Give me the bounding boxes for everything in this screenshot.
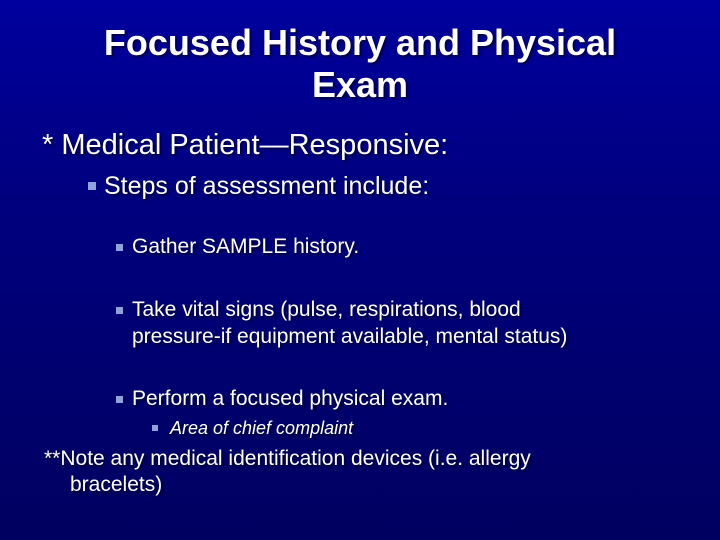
slide-title	[40, 22, 680, 106]
step-item-vitals-line-1: Take vital signs (pulse, respirations, blood	[132, 298, 521, 321]
title-line-2: Exam	[311, 64, 409, 105]
step-item-vitals-line-2: pressure-if equipment available, mental status)	[132, 325, 568, 348]
title-line-1: Focused History and Physical	[103, 22, 617, 63]
square-bullet-icon	[116, 307, 123, 314]
square-bullet-icon	[116, 396, 123, 403]
square-bullet-icon	[116, 244, 123, 251]
square-bullet-icon	[152, 425, 158, 431]
assessment-steps-label: Steps of assessment include:	[104, 172, 430, 200]
step-item-perform: Perform a focused physical exam.	[132, 387, 449, 410]
note-line-1: **Note any medical identification devices (i.e. allergy	[44, 447, 531, 470]
square-bullet-icon	[88, 182, 96, 190]
step-item-gather: Gather SAMPLE history.	[132, 235, 360, 258]
note-line-2: bracelets)	[70, 473, 163, 496]
section-heading: * Medical Patient—Responsive:	[42, 129, 449, 161]
sub-step-chief-complaint: Area of chief complaint	[170, 418, 354, 438]
